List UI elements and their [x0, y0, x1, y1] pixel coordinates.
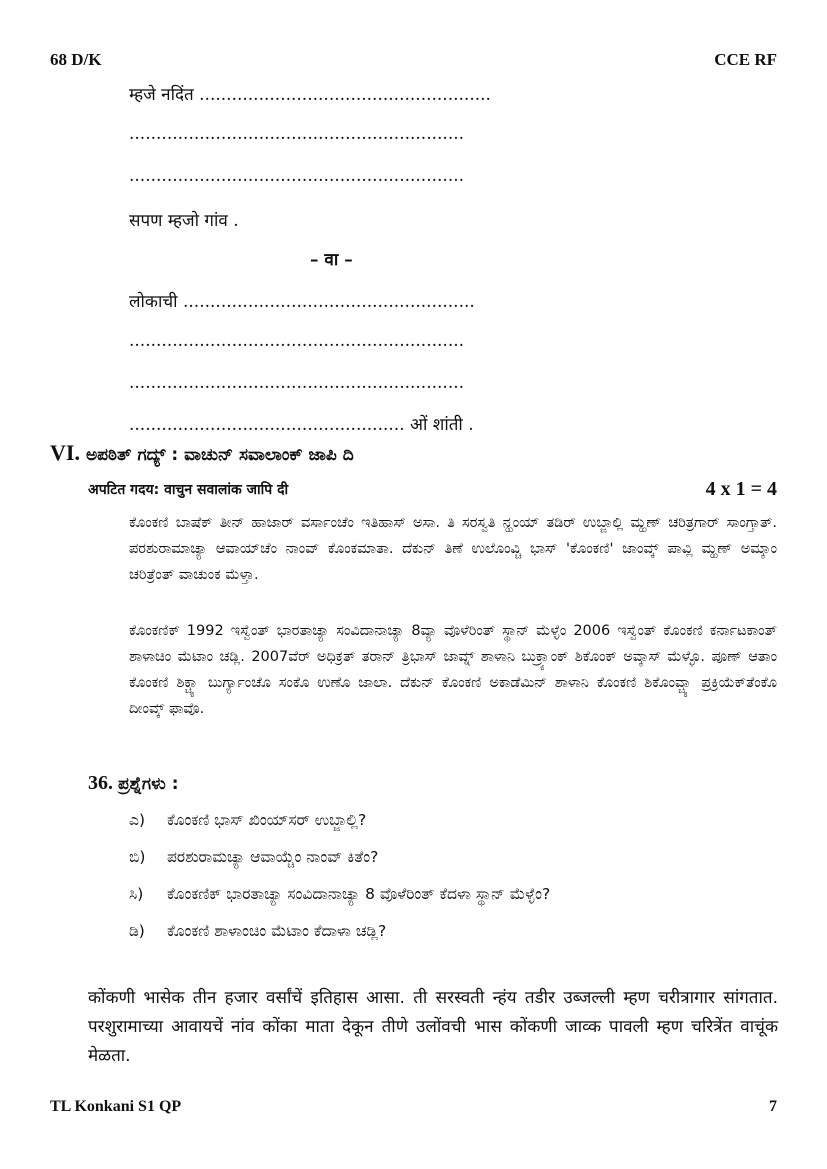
question-item	[129, 848, 378, 867]
question-item-text: ಕೊಂಕಣಿ ಭಾಸ್ ಖಿಂಯ್‌ಸರ್ ಉಬ್ಜಾಲ್ಲಿ?	[167, 811, 367, 829]
header-code: 68 D/K	[50, 50, 102, 69]
section-subtitle: अपटित गदय: वाचुन सवालांक जापि दी	[88, 482, 289, 498]
poem-line: ..............................................................	[129, 373, 465, 393]
question-item-text: ಕೊಂಕಣಿಕ್ ಭಾರತಾಚ್ಯಾ ಸಂವಿದಾನಾಚ್ಯಾ 8 ವೊಳೆರಿಂತ್ ಕೆದಳಾ ಸ್ಥಾನ್ ಮೆಳ್ಳೆಂ?	[167, 885, 551, 903]
page-number: 7	[769, 1098, 777, 1115]
question-item-label: ಡಿ)	[129, 922, 145, 940]
question-item-label: ಬಿ)	[129, 848, 146, 866]
question-item-text: ಕೊಂಕಣಿ ಶಾಳಾಂಚಿಂ ಮೆಟಾಂ ಕೆದಾಳಾ ಚಡ್ಲಿ?	[167, 922, 387, 940]
header-series: CCE RF	[714, 50, 777, 69]
poem-line: म्हजे नदिंत ......................................................	[129, 85, 491, 105]
question-item	[129, 885, 550, 904]
question-heading: 36. ಪ್ರಶ್ನೆಗಳು :	[88, 772, 179, 794]
poem-or-divider: – वा –	[310, 250, 353, 270]
poem-line: ..............................................................	[129, 331, 465, 351]
question-item	[129, 811, 366, 830]
poem-line: ..............................................................	[129, 124, 465, 144]
section-heading	[50, 440, 354, 466]
passage-paragraph: ಕೊಂಕಣಿ ಬಾಷೆಕ್ ತೀನ್ ಹಾಜಾರ್ ವರ್ಸಾಂಚೆಂ ಇತಿಹಾಸ್ ಅಸಾ. ತಿ ಸರಸ್ವತಿ ನ್ಹಂಯ್ ತಡಿರ್ ಉಬ್ಜಾಲ್ಲಿ ಮ್ಹಣ್ ಚರಿತ್ರಗಾರ್ ಸಾಂಗ್ತಾತ್. ಪರಶುರಾಮಾಚ್ಯಾ ಆವಾಯ್‌ಚೆಂ ನಾಂವ್ ಕೊಂಕಮಾತಾ. ದೆಕುನ್ ತಿಣೆ ಉಲೊಂವ್ಚಿ ಭಾಸ್ 'ಕೊಂಕಣಿ' ಜಾಂವ್ಕ್ ಪಾವ್ಲಿ ಮ್ಹಣ್ ಅಮ್ಕಾಂ ಚರಿತ್ರೆಂತ್ ವಾಚುಂಕ ಮೆಳ್ತಾ.	[129, 515, 777, 583]
question-number: 36	[88, 772, 108, 794]
question-item-label: ಸಿ)	[129, 885, 144, 903]
section-title: ಅಪಠಿತ್ ಗದ್ಯ್ : ವಾಚುನ್ ಸವಾಲಾಂಕ್ ಜಾಪಿ ದಿ	[85, 445, 354, 465]
question-item-label: ಎ)	[129, 811, 145, 829]
poem-line: लोकाची ......................................................	[129, 292, 475, 312]
poem-line: ..............................................................	[129, 166, 465, 186]
question-item	[129, 922, 386, 941]
passage-paragraph: ಕೊಂಕಣಿಕ್ 1992 ಇಸ್ವೆಂತ್ ಭಾರತಾಚ್ಯಾ ಸಂವಿದಾನಾಚ್ಯಾ 8ವ್ಯಾ ವೊಳೆರಿಂತ್ ಸ್ಥಾನ್ ಮೆಳ್ಳೆಂ 2006 ಇಸ್ವೆಂತ್ ಕೊಂಕಣಿ ಕರ್ನಾಟಕಾಂತ್ ಶಾಳಾಚಿಂ ಮೆಟಾಂ ಚಡ್ಲಿ. 2007ವೆರ್ ಅಧಿಕ್ರತ್ ತರಾನ್ ತ್ರಿಭಾಸ್ ಜಾವ್ನ್ ಶಾಳಾನಿ ಬುಕ್ರ್ಯಾಂಕ್ ಶಿಕೊಂಕ್ ಅವ್ಕಾಸ್ ಮೆಳ್ಳೊ. ಪೂಣ್ ಆತಾಂ ಕೊಂಕಣಿ ಶಿಕ್ಚ್ಯಾ ಬುರ್ಗ್ಯಾಂಚೊ ಸಂಕೊ ಉಣೊ ಜಾಲಾ. ದೆಕುನ್ ಕೊಂಕಣಿ ಅಕಾಡೆಮಿನ್ ಶಾಳಾನಿ ಕೊಂಕಣಿ ಶಿಕೊಂವ್ಚ್ಯಾ ಪ್ರಕ್ರಿಯೆಕ್‌ತೆಂಕೊ ದೀಂವ್ಕ್ ಫಾವೊ.	[129, 623, 777, 717]
section-number: VI.	[50, 440, 80, 465]
question-item-text: ಪರಶುರಾಮಚ್ಯಾ ಆವಾಯ್ಚೆಂ ನಾಂವ್ ಕಿತೆಂ?	[167, 848, 379, 866]
poem-line: सपण म्हजो गांव .	[129, 211, 239, 231]
answer-text: कोंकणी भासेक तीन हजार वर्सांचें इतिहास आसा. ती सरस्वती न्हंय तडीर उब्जल्ली म्हण चरीत्रागार सांगतात. परशुरामाच्या आवायचें नांव कोंका माता देकून तीणे उलोंवची भास कोंकणी जाव्क पावली म्हण चरित्रेंत वाचूंक मेळता.	[88, 988, 778, 1066]
question-label: ಪ್ರಶ್ನೆಗಳು :	[118, 774, 179, 794]
section-marks: 4 x 1 = 4	[705, 478, 777, 500]
poem-line: ................................................... ओं शांती .	[129, 415, 474, 435]
footer-title: TL Konkani S1 QP	[50, 1098, 182, 1115]
